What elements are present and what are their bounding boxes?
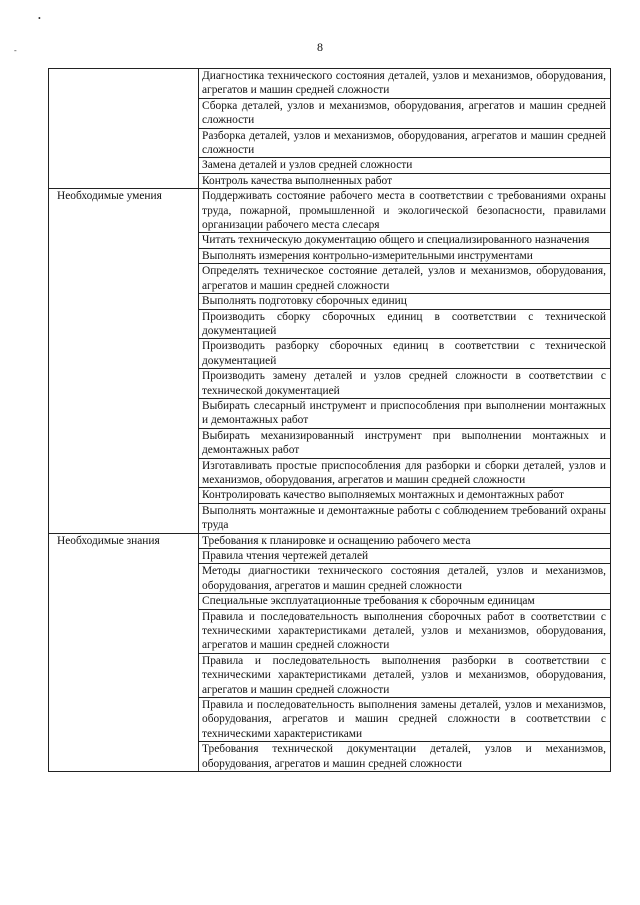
page-number: 8 <box>317 40 323 54</box>
scan-mark: • <box>38 14 41 23</box>
list-item: Производить разборку сборочных единиц в соответствии с технической документацией <box>199 339 611 369</box>
table-row <box>49 69 611 99</box>
section-label: Необходимые знания <box>49 533 199 772</box>
list-item: Изготавливать простые приспособления для разборки и сборки деталей, узлов и механизмов, оборудования, агрегатов и машин средней сложности <box>199 458 611 488</box>
table-row <box>49 533 611 548</box>
list-item: Требования к планировке и оснащению рабочего места <box>199 533 611 548</box>
list-item: Правила и последовательность выполнения сборочных работ в соответствии с техническими характеристиками деталей, узлов и механизмов, оборудования, агрегатов и машин средней сложности <box>199 609 611 653</box>
list-item: Замена деталей и узлов средней сложности <box>199 158 611 173</box>
section-label <box>49 69 199 189</box>
list-item: Диагностика технического состояния деталей, узлов и механизмов, оборудования, агрегатов и машин средней сложности <box>199 69 611 99</box>
list-item: Выполнять монтажные и демонтажные работы с соблюдением требований охраны труда <box>199 503 611 533</box>
list-item: Специальные эксплуатационные требования к сборочным единицам <box>199 594 611 609</box>
table-row <box>49 189 611 233</box>
list-item: Выполнять измерения контрольно-измерительными инструментами <box>199 248 611 263</box>
list-item: Контроль качества выполненных работ <box>199 173 611 188</box>
list-item: Производить замену деталей и узлов средней сложности в соответствии с технической документацией <box>199 369 611 399</box>
list-item: Поддерживать состояние рабочего места в соответствии с требованиями охраны труда, пожарной, промышленной и экологической безопасности, правилами организации рабочего места слесаря <box>199 189 611 233</box>
list-item: Требования технической документации деталей, узлов и механизмов, оборудования, агрегатов и машин средней сложности <box>199 742 611 772</box>
qualification-table <box>48 68 611 772</box>
list-item: Правила и последовательность выполнения замены деталей, узлов и механизмов, оборудования, агрегатов и машин средней сложности в соответствии с техническими характеристиками <box>199 698 611 742</box>
list-item: Выбирать механизированный инструмент при выполнении монтажных и демонтажных работ <box>199 428 611 458</box>
list-item: Выполнять подготовку сборочных единиц <box>199 294 611 309</box>
list-item: Сборка деталей, узлов и механизмов, оборудования, агрегатов и машин средней сложности <box>199 98 611 128</box>
list-item: Производить сборку сборочных единиц в соответствии с технической документацией <box>199 309 611 339</box>
table-body <box>49 69 611 772</box>
scan-mark: - <box>14 46 17 55</box>
list-item: Контролировать качество выполняемых монтажных и демонтажных работ <box>199 488 611 503</box>
list-item: Выбирать слесарный инструмент и приспособления при выполнении монтажных и демонтажных работ <box>199 398 611 428</box>
list-item: Определять техническое состояние деталей, узлов и механизмов, оборудования, агрегатов и машин средней сложности <box>199 264 611 294</box>
list-item: Разборка деталей, узлов и механизмов, оборудования, агрегатов и машин средней сложности <box>199 128 611 158</box>
list-item: Читать техническую документацию общего и специализированного назначения <box>199 233 611 248</box>
list-item: Правила чтения чертежей деталей <box>199 549 611 564</box>
list-item: Правила и последовательность выполнения разборки в соответствии с техническими характеристиками деталей, узлов и механизмов, оборудования, агрегатов и машин средней сложности <box>199 653 611 697</box>
section-label: Необходимые умения <box>49 189 199 533</box>
list-item: Методы диагностики технического состояния деталей, узлов и механизмов, оборудования, агрегатов и машин средней сложности <box>199 564 611 594</box>
